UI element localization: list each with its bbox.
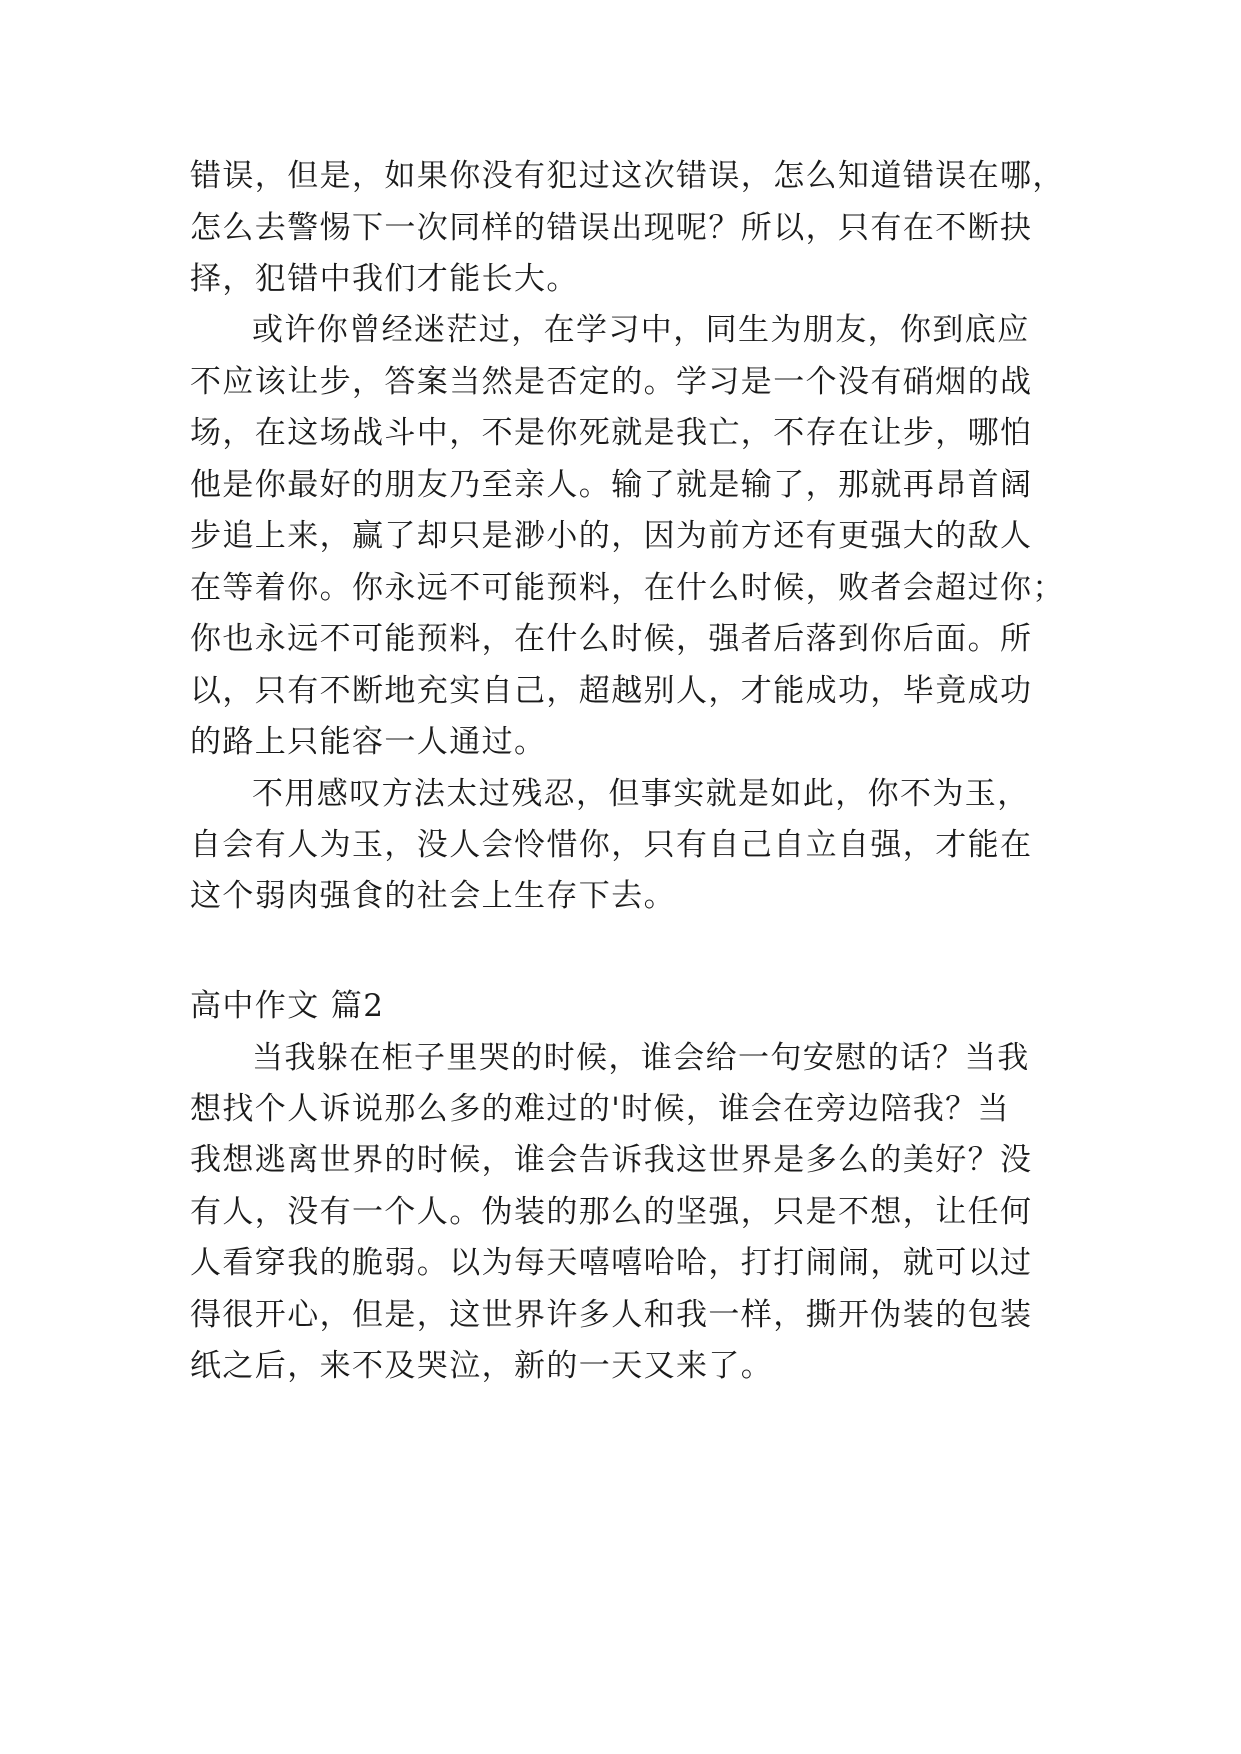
paragraph-3-line-1: 不用感叹方法太过残忍，但事实就是如此，你不为玉， — [252, 776, 1030, 812]
section-paragraph-line-5: 人看穿我的脆弱。以为每天嘻嘻哈哈，打打闹闹，就可以过 — [190, 1245, 1033, 1281]
section-paragraph-line-6: 得很开心，但是，这世界许多人和我一样，撕开伪装的包装 — [190, 1297, 1033, 1333]
paragraph-2-line-6: 在等着你。你永远不可能预料，在什么时候，败者会超过你； — [190, 570, 1065, 606]
paragraph-2-line-4: 他是你最好的朋友乃至亲人。输了就是输了，那就再昂首阔 — [190, 467, 1033, 503]
paragraph-1-line-3: 择，犯错中我们才能长大。 — [190, 261, 579, 297]
paragraph-2-line-5: 步追上来，赢了却只是渺小的，因为前方还有更强大的敌人 — [190, 518, 1033, 554]
section-paragraph-line-2: 想找个人诉说那么多的难过的'时候，谁会在旁边陪我？当 — [190, 1091, 1010, 1127]
paragraph-3-line-2: 自会有人为玉，没人会怜惜你，只有自己自立自强，才能在 — [190, 827, 1033, 863]
section-paragraph-line-1: 当我躲在柜子里哭的时候，谁会给一句安慰的话？当我 — [252, 1040, 1030, 1076]
paragraph-1-line-1: 错误，但是，如果你没有犯过这次错误，怎么知道错误在哪， — [190, 158, 1065, 194]
section-paragraph-line-4: 有人，没有一个人。伪装的那么的坚强，只是不想，让任何 — [190, 1194, 1033, 1230]
paragraph-2-line-2: 不应该让步，答案当然是否定的。学习是一个没有硝烟的战 — [190, 364, 1033, 400]
paragraph-3-line-3: 这个弱肉强食的社会上生存下去。 — [190, 878, 676, 914]
paragraph-2-line-8: 以，只有不断地充实自己，超越别人，才能成功，毕竟成功 — [190, 673, 1033, 709]
paragraph-2-line-7: 你也永远不可能预料，在什么时候，强者后落到你后面。所 — [190, 621, 1033, 657]
paragraph-2-line-3: 场，在这场战斗中，不是你死就是我亡，不存在让步，哪怕 — [190, 415, 1033, 451]
section-paragraph-line-3: 我想逃离世界的时候，谁会告诉我这世界是多么的美好？没 — [190, 1142, 1033, 1178]
paragraph-2-line-1: 或许你曾经迷茫过，在学习中，同生为朋友，你到底应 — [252, 312, 1030, 348]
section-paragraph-line-7: 纸之后，来不及哭泣，新的一天又来了。 — [190, 1348, 774, 1384]
section-heading: 高中作文 篇2 — [190, 988, 385, 1024]
paragraph-1-line-2: 怎么去警惕下一次同样的错误出现呢？所以，只有在不断抉 — [190, 210, 1033, 246]
paragraph-2-line-9: 的路上只能容一人通过。 — [190, 724, 547, 760]
